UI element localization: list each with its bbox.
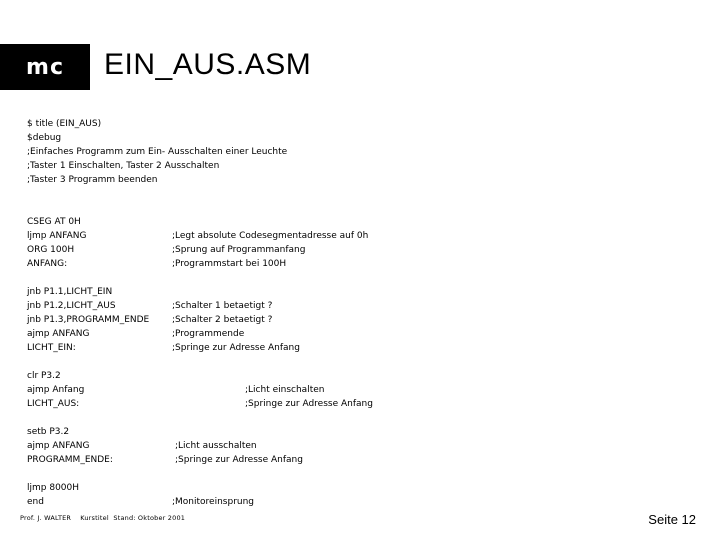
code-instruction: ljmp 8000H	[27, 483, 80, 493]
code-comment-line: ;Taster 3 Programm beenden	[27, 175, 158, 185]
code-comment-line: ;Einfaches Programm zum Ein- Ausschalten einer Leuchte	[27, 147, 288, 157]
code-comment: ;Licht ausschalten	[175, 441, 257, 451]
code-label: LICHT_EIN:	[27, 343, 76, 353]
logo: mc	[0, 44, 90, 90]
code-instruction: ljmp ANFANG	[27, 231, 87, 241]
code-instruction: jnb P1.3,PROGRAMM_ENDE	[27, 315, 150, 325]
slide-title: EIN_AUS.ASM	[104, 48, 312, 81]
code-comment: ;Programmende	[172, 329, 245, 339]
code-instruction: ajmp ANFANG	[27, 441, 90, 451]
code-instruction: ajmp Anfang	[27, 385, 85, 395]
code-comment: ;Springe zur Adresse Anfang	[175, 455, 303, 465]
code-comment: ;Monitoreinsprung	[172, 497, 255, 507]
code-instruction: CSEG AT 0H	[27, 217, 81, 227]
code-comment: ;Springe zur Adresse Anfang	[172, 343, 300, 353]
page-number: Seite 12	[648, 512, 696, 527]
code-instruction: end	[27, 497, 44, 507]
code-line: $debug	[27, 133, 62, 143]
code-instruction: ORG 100H	[27, 245, 75, 255]
code-comment: ;Sprung auf Programmanfang	[172, 245, 306, 255]
code-instruction: clr P3.2	[27, 371, 61, 381]
code-line: $ title (EIN_AUS)	[27, 119, 102, 129]
code-comment: ;Schalter 2 betaetigt ?	[172, 315, 273, 325]
footer-text: Prof. J. WALTER Kurstitel Stand: Oktober 2001	[20, 514, 186, 522]
code-comment: ;Springe zur Adresse Anfang	[245, 399, 373, 409]
code-instruction: ajmp ANFANG	[27, 329, 90, 339]
code-comment: ;Schalter 1 betaetigt ?	[172, 301, 273, 311]
code-label: PROGRAMM_ENDE:	[27, 455, 113, 465]
code-comment: ;Programmstart bei 100H	[172, 259, 287, 269]
code-instruction: jnb P1.2,LICHT_AUS	[27, 301, 116, 311]
code-comment: ;Licht einschalten	[245, 385, 325, 395]
code-instruction: setb P3.2	[27, 427, 70, 437]
code-label: LICHT_AUS:	[27, 399, 80, 409]
code-instruction: jnb P1.1,LICHT_EIN	[27, 287, 113, 297]
code-label: ANFANG:	[27, 259, 68, 269]
code-comment: ;Legt absolute Codesegmentadresse auf 0h	[172, 231, 369, 241]
code-comment-line: ;Taster 1 Einschalten, Taster 2 Ausschalten	[27, 161, 220, 171]
code-listing	[27, 117, 687, 507]
